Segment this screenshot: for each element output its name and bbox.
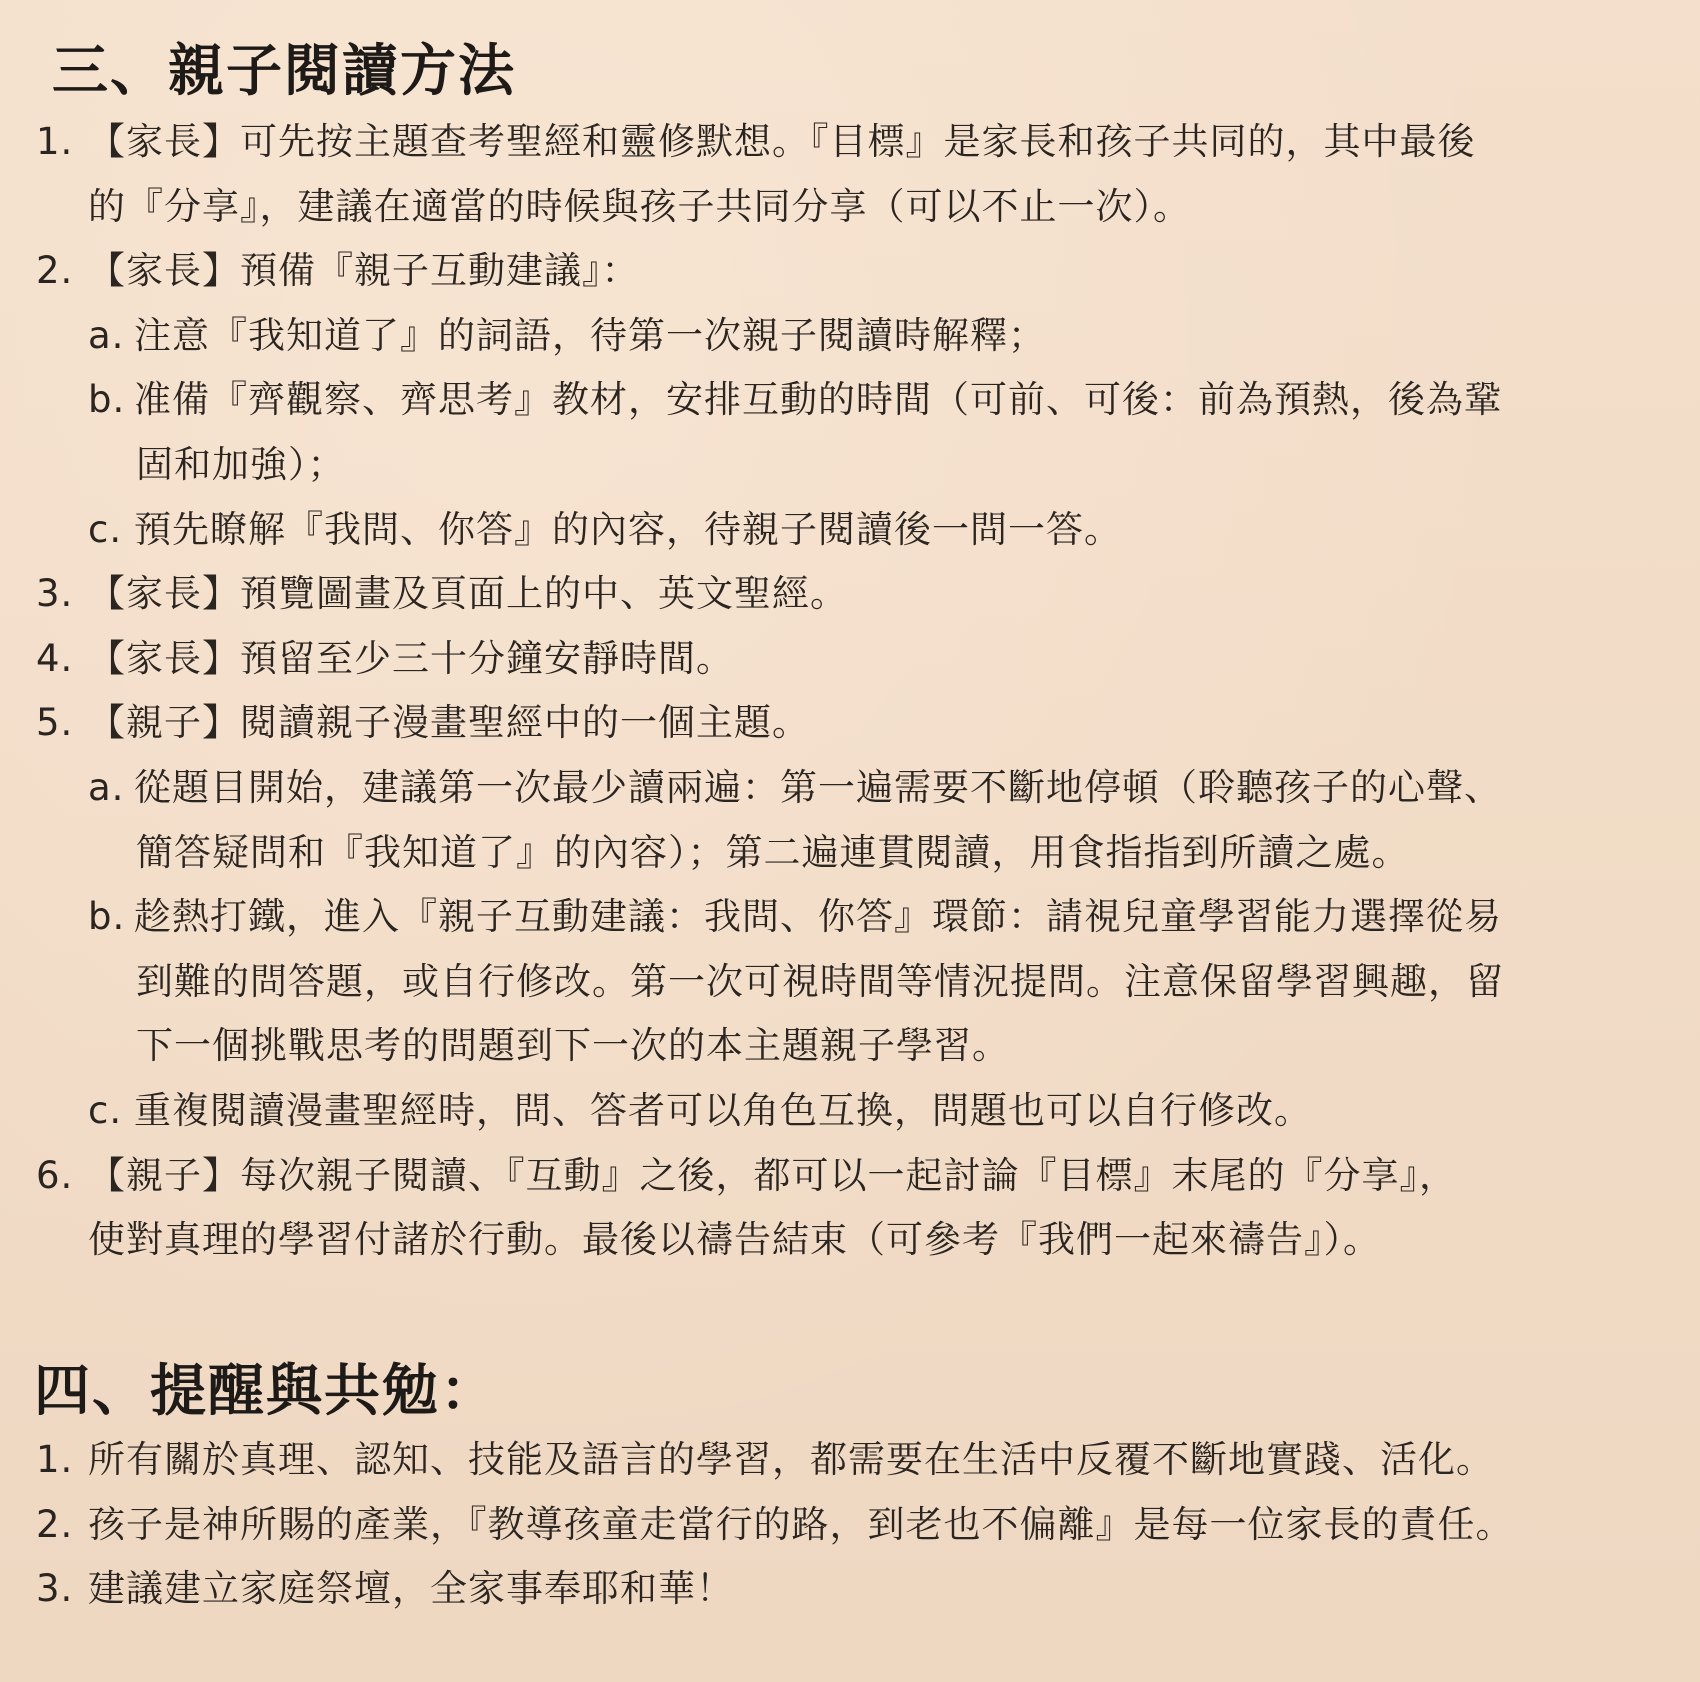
- section-4-title: 四、提醒與共勉：: [34, 1359, 498, 1424]
- line-text: 到難的問答題，或自行修改。第一次可視時間等情況提問。注意保留學習興趣，留: [136, 959, 1504, 1003]
- line-text: 下一個挑戰思考的問題到下一次的本主題親子學習。: [136, 1024, 1010, 1068]
- list-marker: c.: [88, 1089, 123, 1132]
- list-marker: 3.: [36, 1567, 74, 1611]
- list-marker: 2.: [36, 249, 74, 293]
- list-marker: 1.: [36, 1438, 74, 1481]
- section-4-line: [36, 1501, 1514, 1549]
- list-marker: b.: [88, 895, 126, 939]
- list-marker: 1.: [36, 120, 74, 163]
- section-3-line: [88, 764, 1502, 812]
- line-text: 【家長】可先按主題查考聖經和靈修默想。『目標』是家長和孩子共同的，其中最後: [88, 120, 1476, 163]
- section-3-line: [88, 183, 1191, 231]
- line-text: 預先瞭解『我問、你答』的內容，待親子閱讀後一問一答。: [134, 507, 1122, 551]
- line-text: 孩子是神所賜的產業，『教導孩童走當行的路，到老也不偏離』是每一位家長的責任。: [88, 1502, 1514, 1546]
- section-3-line: [136, 1022, 1010, 1070]
- line-text: 注意『我知道了』的詞語，待第一次親子閱讀時解釋；: [134, 313, 1046, 357]
- line-text: 固和加強）；: [136, 443, 346, 486]
- section-4-line: [36, 1436, 1494, 1484]
- section-3-line: [36, 699, 810, 747]
- line-text: 所有關於真理、認知、技能及語言的學習，都需要在生活中反覆不斷地實踐、活化。: [88, 1438, 1494, 1481]
- section-3-line: [136, 958, 1504, 1006]
- list-marker: 3.: [36, 572, 74, 616]
- section-3-line: [36, 118, 1476, 166]
- section-3-line: [136, 441, 346, 489]
- list-marker: 4.: [36, 636, 74, 680]
- section-3-line: [88, 506, 1122, 554]
- line-text: 【親子】閱讀親子漫畫聖經中的一個主題。: [88, 701, 810, 745]
- list-marker: a.: [88, 313, 125, 357]
- section-4-line: [36, 1565, 734, 1613]
- list-marker: a.: [88, 766, 125, 809]
- section-3-line: [36, 570, 848, 618]
- line-text: 的『分享』，建議在適當的時候與孩子共同分享（可以不止一次）。: [88, 184, 1191, 228]
- list-marker: c.: [88, 507, 123, 551]
- list-marker: b.: [88, 378, 126, 422]
- section-3-line: [136, 829, 1410, 877]
- line-text: 重複閱讀漫畫聖經時，問、答者可以角色互換，問題也可以自行修改。: [134, 1089, 1312, 1132]
- section-3-line: [36, 247, 640, 295]
- section-3-line: [88, 1216, 1381, 1264]
- section-3-line: [36, 635, 734, 683]
- section-3-title: 三、親子閱讀方法: [52, 39, 516, 104]
- line-text: 【家長】預覽圖畫及頁面上的中、英文聖經。: [88, 572, 848, 616]
- line-text: 趁熱打鐵，進入『親子互動建議：我問、你答』環節：請視兒童學習能力選擇從易: [134, 895, 1502, 939]
- section-3-line: [36, 1152, 1457, 1200]
- section-3-line: [88, 893, 1502, 941]
- section-3-line: [88, 376, 1502, 424]
- line-text: 【親子】每次親子閱讀、『互動』之後，都可以一起討論『目標』末尾的『分享』，: [88, 1153, 1457, 1197]
- line-text: 從題目開始，建議第一次最少讀兩遍：第一遍需要不斷地停頓（聆聽孩子的心聲、: [134, 766, 1502, 809]
- list-marker: 6.: [36, 1153, 74, 1197]
- section-3-line: [88, 312, 1046, 360]
- line-text: 【家長】預備『親子互動建議』：: [88, 249, 640, 293]
- line-text: 建議建立家庭祭壇，全家事奉耶和華！: [88, 1567, 734, 1611]
- list-marker: 5.: [36, 701, 74, 745]
- list-marker: 2.: [36, 1502, 74, 1546]
- line-text: 簡答疑問和『我知道了』的內容）；第二遍連貫閱讀，用食指指到所讀之處。: [136, 830, 1410, 874]
- section-3-line: [88, 1087, 1312, 1135]
- line-text: 准備『齊觀察、齊思考』教材，安排互動的時間（可前、可後：前為預熱，後為鞏: [134, 378, 1502, 422]
- line-text: 【家長】預留至少三十分鐘安靜時間。: [88, 636, 734, 680]
- line-text: 使對真理的學習付諸於行動。最後以禱告結束（可參考『我們一起來禱告』）。: [88, 1218, 1381, 1262]
